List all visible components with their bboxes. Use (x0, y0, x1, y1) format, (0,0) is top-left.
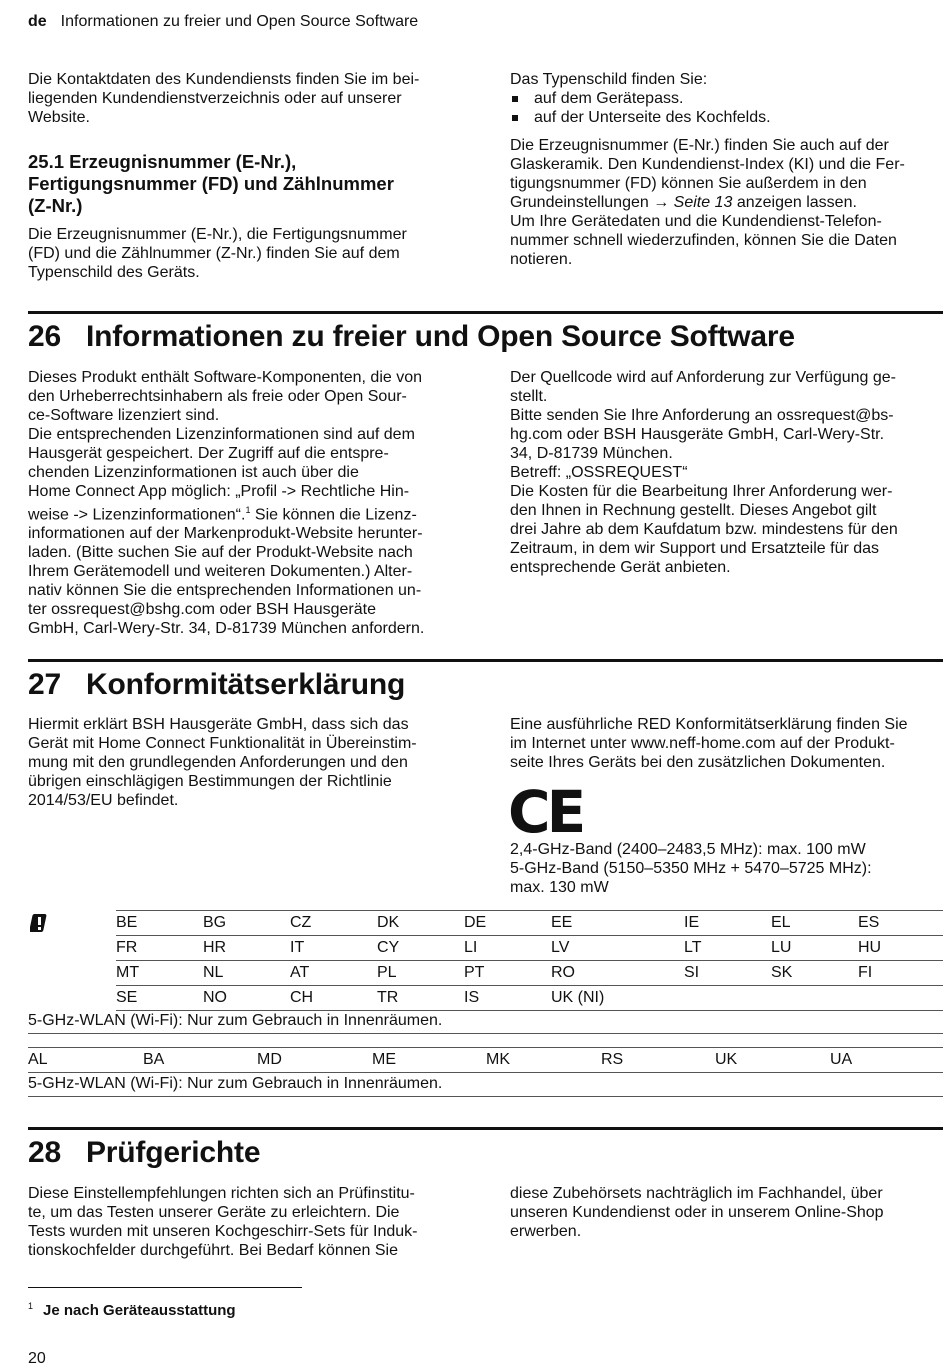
section-heading-27 (28, 667, 943, 703)
arrow-right-icon: → (653, 194, 670, 211)
table-row (116, 961, 943, 986)
section-title: Prüfgerichte (86, 1136, 261, 1169)
country-code-cell: UA (830, 1048, 943, 1073)
test-dishes-left-paragraph: Diese Einstellempfehlungen richten sich an Prüfinstitu- te, um das Testen unserer Geräte zu erleichtern. Die Tests wurden mit unseren Kochgeschirr-Sets für Induk- tionskochfelder durchgeführt. Bei Bedarf können Sie (28, 1185, 418, 1259)
country-code-cell: SI (684, 961, 771, 986)
section-heading-28 (28, 1135, 943, 1171)
country-code-cell: BG (203, 911, 290, 936)
conformity-right-paragraph: Eine ausführliche RED Konformitätserklärung finden Sie im Internet unter www.neff-home.com auf der Produkt- seite Ihres Geräts bei den zusätzlichen Dokumenten. (510, 716, 908, 771)
country-code-cell: LI (464, 936, 551, 961)
table-row (28, 1048, 943, 1073)
country-code-cell: LT (684, 936, 771, 961)
table-row (116, 986, 943, 1011)
section-number: 27 (28, 668, 61, 701)
indoor-use-note-1: 5-GHz-WLAN (Wi-Fi): Nur zum Gebrauch in Innenräumen. (28, 1009, 943, 1034)
country-code-cell: DK (377, 911, 464, 936)
table-row (116, 936, 943, 961)
country-code-cell: NL (203, 961, 290, 986)
country-code-cell (684, 986, 771, 1011)
country-code-cell: TR (377, 986, 464, 1011)
footnote-divider (28, 1287, 302, 1288)
enr-text: Die Erzeugnisnummer (E-Nr.) finden Sie auch auf der Glaskeramik. Den Kundendienst-Index (KI) und die Fer- tigungsnummer (FD) können Sie außerdem in den Grundeinstellungen (510, 137, 905, 211)
country-code-cell: IT (290, 936, 377, 961)
subsection-heading-25-1: 25.1 Erzeugnisnummer (E-Nr.), Fertigungsnummer (FD) und Zählnummer (Z-Nr.) (28, 151, 394, 216)
footnote-number: 1 (28, 1301, 34, 1311)
footnote-marker: 1 (245, 505, 251, 515)
country-code-cell: HU (858, 936, 943, 961)
country-code-cell: AT (290, 961, 377, 986)
typeplate-location-block (510, 70, 942, 269)
typeplate-paragraph: Die Erzeugnisnummer (E-Nr.), die Fertigungsnummer (FD) und die Zählnummer (Z-Nr.) finden Sie auf dem Typenschild des Geräts. (28, 226, 407, 281)
running-header (28, 12, 418, 31)
section-number: 26 (28, 320, 61, 353)
section-heading-26 (28, 319, 943, 355)
country-code-cell: SE (116, 986, 203, 1011)
country-code-cell: BA (143, 1048, 257, 1073)
country-code-cell: HR (203, 936, 290, 961)
country-code-cell: AL (28, 1048, 143, 1073)
country-code-cell (858, 986, 943, 1011)
country-code-cell: LU (771, 936, 858, 961)
section-divider (28, 311, 943, 314)
country-code-cell: UK (715, 1048, 830, 1073)
page-reference-link[interactable]: Seite 13 (673, 194, 733, 211)
country-code-cell: MT (116, 961, 203, 986)
country-code-cell: ES (858, 911, 943, 936)
oss-text-cont: Sie können die Lizenz- informationen auf der Markenprodukt-Website herunter- laden. (Bitte suchen Sie auf der Produkt-Website nach Ihrem Gerätemodell und weiteren Dokumenten.) Alter- nativ können Sie die entsprechenden Informationen un- ter ossrequest@bshg.com oder BSH Hausgeräte GmbH, Carl-Wery-Str. 34, D-81739 München anfordern. (28, 506, 425, 638)
radio-band-info: 2,4-GHz-Band (2400–2483,5 MHz): max. 100 mW 5-GHz-Band (5150–5350 MHz + 5470–5725 MHz): max. 130 mW (510, 841, 872, 896)
enr-paragraph (510, 136, 942, 212)
country-code-cell: FR (116, 936, 203, 961)
table-row (116, 911, 943, 936)
oss-left-paragraph (28, 368, 488, 638)
section-title: Informationen zu freier und Open Source Software (86, 320, 795, 353)
country-code-cell: EE (551, 911, 684, 936)
list-item: auf der Unterseite des Kochfelds. (510, 108, 942, 127)
typeplate-bullet-list (510, 89, 942, 127)
country-code-cell: BE (116, 911, 203, 936)
section-divider (28, 1127, 943, 1130)
section-title: Konformitätserklärung (86, 668, 406, 701)
country-code-cell: FI (858, 961, 943, 986)
country-code-cell: MK (486, 1048, 601, 1073)
country-code-cell: CH (290, 986, 377, 1011)
country-code-cell: ME (372, 1048, 486, 1073)
country-table-1 (116, 910, 943, 1011)
typeplate-lead: Das Typenschild finden Sie: (510, 71, 708, 88)
conformity-left-paragraph: Hiermit erklärt BSH Hausgeräte GmbH, dass sich das Gerät mit Home Connect Funktionalität in Übereinstim- mung mit den grundlegenden Anforderungen und den übrigen einschlägigen Bestimmungen der Richtlinie 2014/53/EU befindet. (28, 716, 417, 809)
footnote-text: Je nach Geräteausstattung (43, 1302, 236, 1319)
country-code-cell: RS (601, 1048, 715, 1073)
indoor-use-note-2: 5-GHz-WLAN (Wi-Fi): Nur zum Gebrauch in Innenräumen. (28, 1072, 943, 1097)
country-code-cell: PL (377, 961, 464, 986)
list-item: auf dem Gerätepass. (510, 89, 942, 108)
country-code-cell: MD (257, 1048, 372, 1073)
contact-paragraph: Die Kontaktdaten des Kundendiensts finden Sie im bei- liegenden Kundendienstverzeichnis oder auf unserer Website. (28, 71, 420, 126)
oss-text: Dieses Produkt enthält Software-Komponenten, die von den Urheberrechtsinhabern als freie oder Open Sour- ce-Software lizenziert sind. Die entsprechenden Lizenzinformationen sind auf dem Hausgerät gespeichert. Der Zugriff auf die entspre- chenden Lizenzinformationen ist auch über die Home Connect App möglich: „Profil -> Rechtliche Hin- weise -> Lizenzinformationen“. (28, 369, 423, 524)
country-code-cell: IE (684, 911, 771, 936)
oss-right-paragraph: Der Quellcode wird auf Anforderung zur Verfügung ge- stellt. Bitte senden Sie Ihre Anforderung an ossrequest@bs- hg.com oder BSH Hausgeräte GmbH, Carl-Wery-Str. 34, D-81739 München. Betreff: „OSSREQUEST“ Die Kosten für die Bearbeitung Ihrer Anforderung wer- den Ihnen in Rechnung gestellt. Dieses Angebot gilt drei Jahre ab dem Kaufdatum bzw. mindestens für den Zeitraum, in dem wir Support und Ersatzteile für das entsprechende Gerät anbieten. (510, 369, 898, 576)
indoor-use-warning-icon (30, 913, 52, 938)
country-code-cell: PT (464, 961, 551, 986)
country-code-cell: CY (377, 936, 464, 961)
enr-text-end: anzeigen lassen. (732, 194, 857, 211)
running-header-title: Informationen zu freier und Open Source Software (60, 13, 419, 30)
ce-mark-logo: CE (508, 778, 583, 846)
language-code: de (28, 13, 47, 30)
country-code-cell: EL (771, 911, 858, 936)
country-code-cell: LV (551, 936, 684, 961)
country-code-cell: IS (464, 986, 551, 1011)
notes-paragraph: Um Ihre Gerätedaten und die Kundendienst-Telefon- nummer schnell wiederzufinden, können Sie die Daten notieren. (510, 213, 897, 268)
country-code-cell: SK (771, 961, 858, 986)
country-code-cell: NO (203, 986, 290, 1011)
country-table-2 (28, 1047, 943, 1073)
country-code-cell (771, 986, 858, 1011)
country-code-cell: DE (464, 911, 551, 936)
test-dishes-right-paragraph: diese Zubehörsets nachträglich im Fachhandel, über unseren Kundendienst oder in unserem Online-Shop erwerben. (510, 1185, 884, 1240)
country-code-cell: UK (NI) (551, 986, 684, 1011)
footnote (28, 1301, 236, 1319)
section-number: 28 (28, 1136, 61, 1169)
section-divider (28, 659, 943, 662)
country-code-cell: RO (551, 961, 684, 986)
country-code-cell: CZ (290, 911, 377, 936)
page-number: 20 (28, 1350, 46, 1367)
